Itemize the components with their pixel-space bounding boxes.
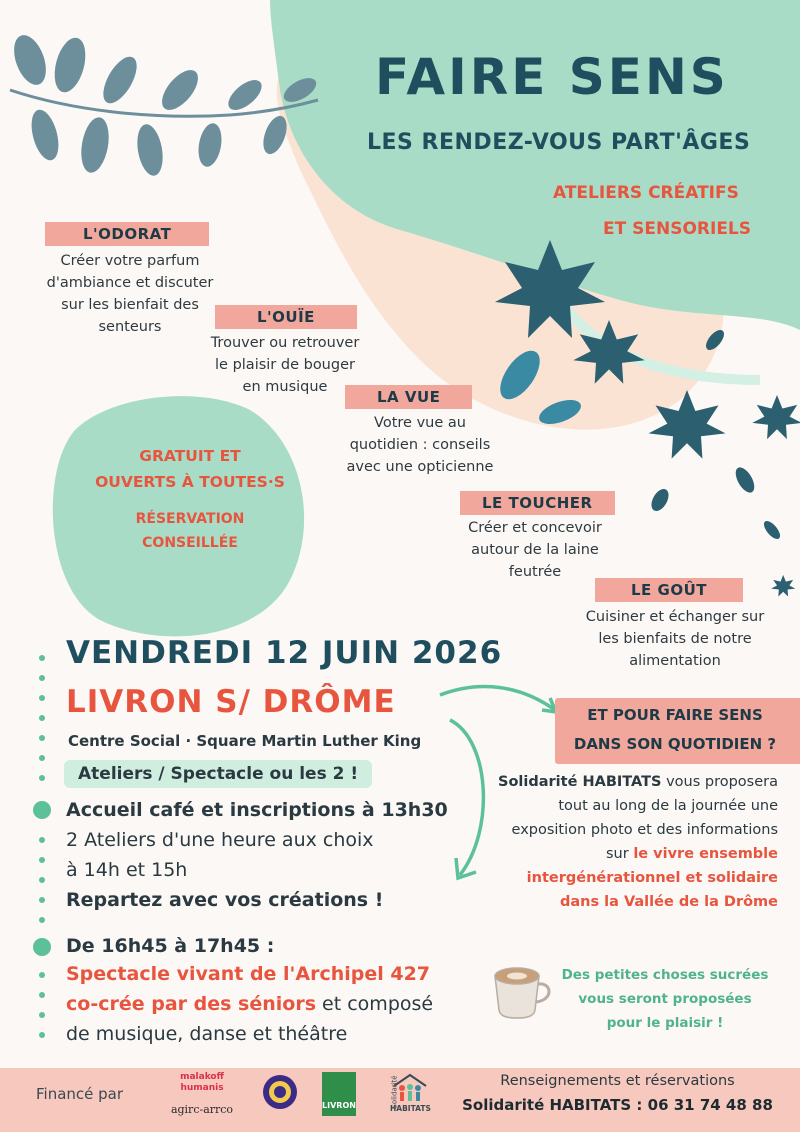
coffee-cup-illustration: [490, 962, 560, 1022]
daily-banner-line2: DANS SON QUOTIDIEN ?: [573, 735, 777, 753]
malakoff-logo-text: malakoff humanis: [180, 1072, 224, 1093]
event-formats: Ateliers / Spectacle ou les 2 !: [64, 760, 372, 788]
event-venue: Centre Social · Square Martin Luther King: [68, 732, 422, 750]
eucalyptus-branch-illustration: [0, 20, 320, 220]
free-badge-line3: RÉSERVATION: [135, 511, 245, 527]
desc-odorat: Créer votre parfum d'ambiance et discuter sur les bienfait des senteurs: [46, 253, 214, 335]
event-show-line2-rest: et composé: [316, 993, 434, 1015]
info-label: Renseignements et réservations: [500, 1073, 735, 1089]
funded-by-label: Financé par: [36, 1085, 124, 1103]
malakoff-logo: [168, 1072, 236, 1094]
tag-vue: LA VUE: [345, 385, 472, 409]
event-date: VENDREDI 12 JUIN 2026: [66, 635, 503, 671]
timeline-dots: [30, 650, 54, 1050]
event-show-line2-red: co-crée par des séniors: [66, 993, 317, 1015]
house-people-icon: [390, 1072, 430, 1102]
event-show-line1: Spectacle vivant de l'Archipel 427: [66, 963, 431, 985]
tag-ouie: L'OUÏE: [215, 305, 357, 329]
event-take-home: Repartez avec vos créations !: [66, 889, 384, 911]
agirc-arrco-logo: agirc-arrco: [170, 1102, 234, 1116]
solidarite-habitats-logo: Solidarité HABITATS: [384, 1070, 432, 1118]
daily-org: Solidarité HABITATS: [498, 774, 662, 790]
free-badge: [70, 443, 310, 555]
sweets-text: Des petites choses sucrées vous seront proposées pour le plaisir !: [561, 967, 769, 1031]
tag-gout: LE GOÛT: [595, 578, 743, 602]
event-show-time: De 16h45 à 17h45 :: [66, 935, 275, 957]
event-welcome: Accueil café et inscriptions à 13h30: [66, 799, 448, 821]
desc-ouie: Trouver ou retrouver le plaisir de bouger en musique: [210, 335, 360, 395]
livron-logo: LIVRON: [322, 1072, 356, 1116]
desc-gout: Cuisiner et échanger sur les bienfaits de notre alimentation: [585, 609, 765, 669]
free-badge-line1: GRATUIT ET: [139, 447, 241, 465]
event-show-line2: [66, 993, 433, 1015]
event-workshops-line1: 2 Ateliers d'une heure aux choix: [66, 829, 374, 851]
event-town: LIVRON S/ DRÔME: [66, 684, 396, 720]
free-badge-line2: OUVERTS À TOUTES·S: [95, 473, 285, 491]
desc-vue: Votre vue au quotidien : conseils avec une opticienne: [346, 415, 494, 475]
page-subtitle: LES RENDEZ-VOUS PART'ÂGES: [367, 130, 751, 155]
page-title: FAIRE SENS: [375, 48, 729, 106]
free-badge-line4: CONSEILLÉE: [142, 535, 238, 551]
daily-text: Solidarité HABITATS vous proposera tout au long de la journée une exposition photo et des informations sur le vivre ensemble intergénérationnel et solidaire dans la Vallée de la Drôme: [498, 774, 778, 910]
contact-phone[interactable]: Solidarité HABITATS : 06 31 74 48 88: [462, 1096, 773, 1114]
department-seal-logo: [262, 1074, 298, 1112]
daily-banner-line1: ET POUR FAIRE SENS: [587, 706, 763, 724]
tagline-line1: ATELIERS CRÉATIFS: [553, 183, 739, 203]
event-workshops-line2: à 14h et 15h: [66, 859, 188, 881]
tag-toucher: LE TOUCHER: [460, 491, 615, 515]
event-show-line3: de musique, danse et théâtre: [66, 1023, 348, 1045]
desc-toucher: Créer et concevoir autour de la laine feutrée: [468, 520, 602, 580]
tagline-line2: ET SENSORIELS: [603, 219, 752, 239]
tag-odorat: L'ODORAT: [45, 222, 209, 246]
